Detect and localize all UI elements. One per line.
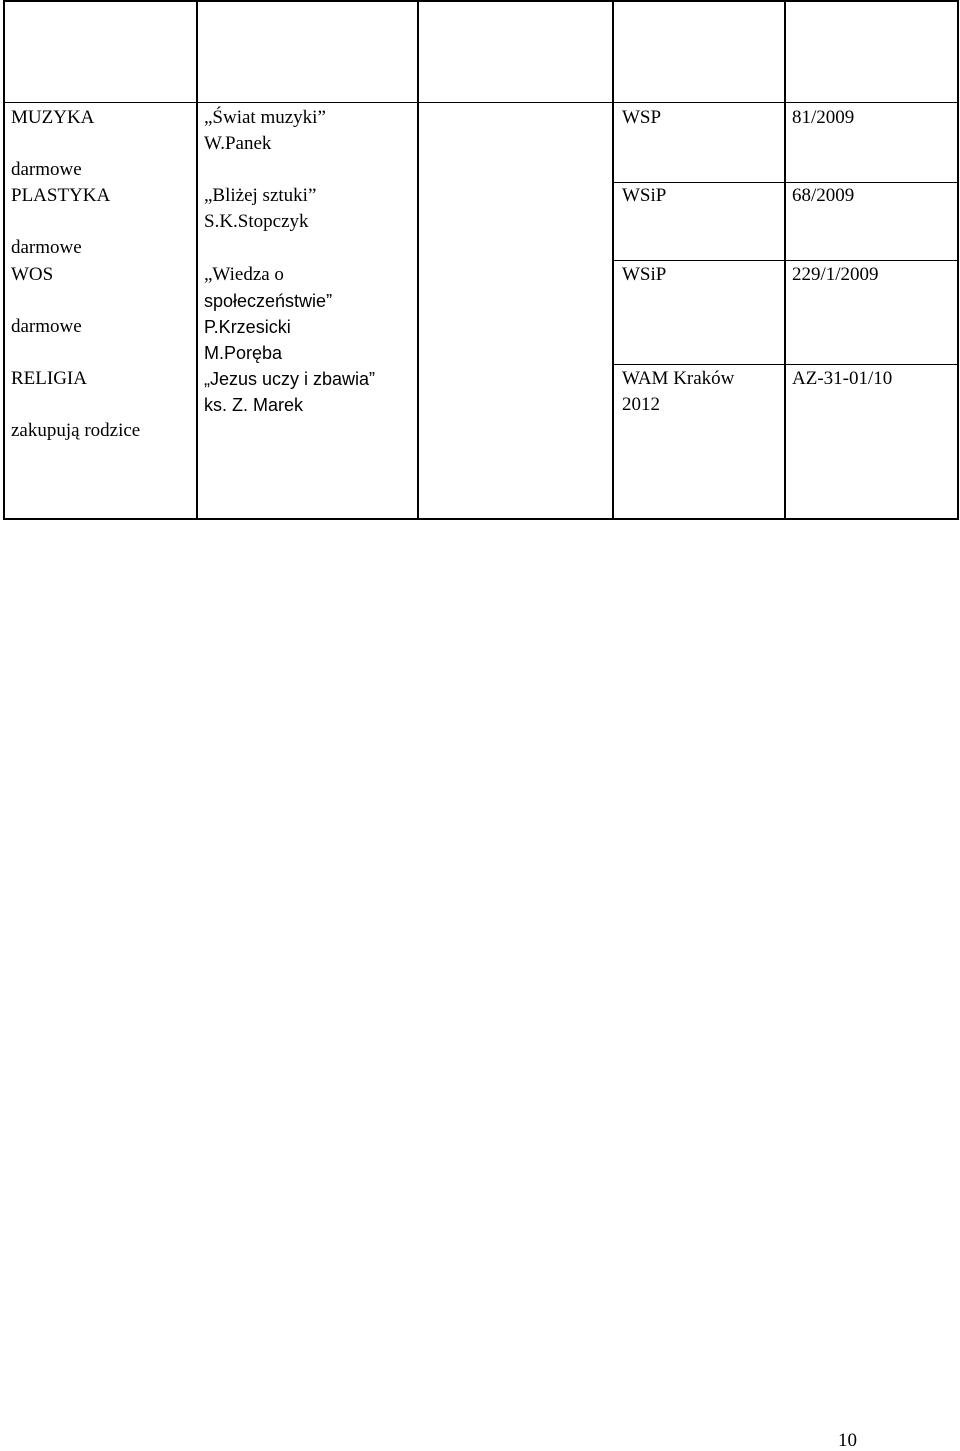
title-wos-line2: społeczeństwie” xyxy=(204,291,333,311)
subject-plastyka: PLASTYKA xyxy=(11,185,111,206)
publisher-religia: WAM Kraków xyxy=(622,368,735,389)
approval-religia: AZ-31-01/10 xyxy=(792,368,893,389)
row-divider-right-3 xyxy=(613,364,959,365)
publisher-wos: WSiP xyxy=(622,264,667,285)
column-divider-2 xyxy=(417,0,419,520)
subject-religia: RELIGIA xyxy=(11,368,87,389)
page-number: 10 xyxy=(838,1430,857,1451)
author-religia: ks. Z. Marek xyxy=(204,395,304,415)
author-wos-2: M.Poręba xyxy=(204,343,283,363)
approval-plastyka: 68/2009 xyxy=(792,185,855,206)
title-plastyka: „Bliżej sztuki” xyxy=(204,185,317,206)
approval-wos: 229/1/2009 xyxy=(792,264,879,285)
title-wos: „Wiedza o xyxy=(204,264,284,285)
publisher-muzyka: WSP xyxy=(622,107,662,128)
note-plastyka: darmowe xyxy=(11,237,82,258)
publisher-religia-year: 2012 xyxy=(622,394,660,415)
table-border-bottom xyxy=(3,518,959,520)
subject-muzyka: MUZYKA xyxy=(11,107,95,128)
subject-wos: WOS xyxy=(11,264,54,285)
table-border-left xyxy=(3,0,5,520)
publisher-plastyka: WSiP xyxy=(622,185,667,206)
row-divider-right-2 xyxy=(613,260,959,261)
approval-muzyka: 81/2009 xyxy=(792,107,855,128)
note-religia: zakupują rodzice xyxy=(11,420,141,441)
table-border-top xyxy=(3,0,959,2)
note-wos: darmowe xyxy=(11,316,82,337)
note-muzyka: darmowe xyxy=(11,159,82,180)
title-muzyka: „Świat muzyki” xyxy=(204,107,326,128)
author-muzyka: W.Panek xyxy=(204,133,272,154)
row-divider-header xyxy=(3,102,959,103)
author-wos-1: P.Krzesicki xyxy=(204,317,291,337)
title-religia: „Jezus uczy i zbawia” xyxy=(204,369,376,389)
column-divider-1 xyxy=(196,0,198,520)
author-plastyka: S.K.Stopczyk xyxy=(204,211,309,232)
